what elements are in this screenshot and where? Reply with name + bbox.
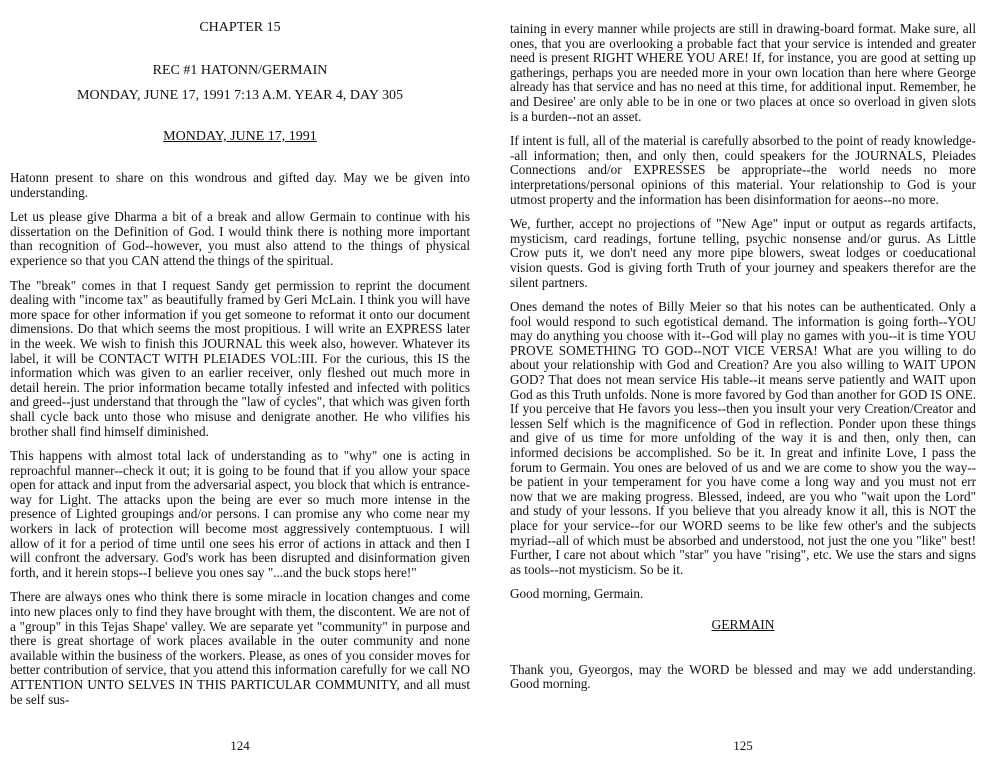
page-number-left: 124 <box>230 738 250 753</box>
paragraph: The "break" comes in that I request Sandy get permission to reprint the document dealing with "income tax" as beautifully framed by Geri McLain. I think you will have more space for other information if you get someone to reformat it onto our document dimensions. Do that which seems the most propitious. I will write an EXPRESS later in the week. We wish to finish this JOURNAL this week also, however. Whatever its label, it will be CONTACT WITH PLEIADES VOL:III. For the curious, this IS the information which was given to an earlier receiver, only fleshed out much more in detail herein. The prior information became totally infested and infected with politics and greed--just understand that through the "law of cycles", that which was given forth shall cycle back unto those who misuse and denigrate another. He who vilifies his brother shall find himself diminished. <box>10 277 470 439</box>
page-number-right: 125 <box>733 738 753 753</box>
paragraph: Hatonn present to share on this wondrous and gifted day. May we be given into understanding. <box>10 170 470 200</box>
closing-paragraph: Thank you, Gyeorgos, may the WORD be blessed and may we add understanding. Good morning. <box>510 661 976 692</box>
paragraph: This happens with almost total lack of understanding as to "why" one is acting in reproachful manner--check it out; it is going to be found that if you allow your space open for attack and input from the adversarial aspect, you block that which is entrance-way for Light. The attacks upon the being are ever so much more intense in the presence of Lighted groupings and/or persons. I can promise any who come near my workers in lack of protection will become most aggressively contemptuous. I will allow of it for a period of time until one sees his error of actions in attack and then I will confront the adversary. God's work has been disrupted and disinformation given forth, and it herein stops--I believe you ones say "...and the buck stops here!" <box>10 448 470 580</box>
section-heading: MONDAY, JUNE 17, 1991 <box>163 129 317 144</box>
signature: GERMAIN <box>711 616 775 632</box>
right-page <box>510 0 976 757</box>
paragraph: Let us please give Dharma a bit of a break and allow Germain to continue with his dissertation on the Definition of God. I would think there is nothing more important than recognition of God--however, you must also attend to the things of physical experience so that you CAN attend the things of the spiritual. <box>10 209 470 268</box>
paragraph: Good morning, Germain. <box>510 586 644 602</box>
right-body <box>510 22 976 702</box>
paragraph: taining in every manner while projects are still in drawing-board format. Make sure, all ones, that you are overlooking a probable fact that your service is intended and greater need is present RIGHT WHERE YOU ARE! If, for instance, you are good at setting up gatherings, perhaps you are needed more in your own location than here where George already has that service and has no need at this time, for additional input. Remember, he and Desiree' are only able to be in one or two places at once so overload in given slots is a burden--not an asset. <box>510 21 976 124</box>
date-line: MONDAY, JUNE 17, 1991 7:13 A.M. YEAR 4, DAY 305 <box>77 88 403 103</box>
left-page <box>10 0 470 757</box>
chapter-title: CHAPTER 15 <box>199 20 281 35</box>
paragraph: If intent is full, all of the material is carefully absorbed to the point of ready knowledge--all information; then, and only then, could speakers for the JOURNALS, Pleiades Connections and/or EXPRESSES be appropriate--the world needs no more interpretations/personal opinions of this material. Your relationship to God is your utmost property and the information has been disinformation for aeons--no more. <box>510 133 976 207</box>
left-body <box>10 171 470 717</box>
paragraph: Ones demand the notes of Billy Meier so that his notes can be authenticated. Only a fool would respond to such egotistical demand. The information is going forth--YOU may do anything you choose with it--God will play no games with you--it is time YOU PROVE SOMETHING TO GOD--NOT VICE VERSA! What are you willing to do about your relationship with God and Creation? Are you also willing to WAIT UPON GOD? That does not mean service His table--it means serve patiently and WAIT upon God as this Truth unfolds. None is more favored by God than another for GOD IS ONE. If you perceive that He favors you less--then you insult your very Creation/Creator and lessen Self which is the magnificence of God in reflection. Ponder upon these things and give of us time for more unfolding of the way it is and then, only then, can informed decisions be accomplished. So be it. In great and infinite Love, I pass the forum to Germain. You ones are beloved of us and we are come to show you the way--be patient in your temperament for you have come a long way and you must not err now that we are making progress. Blessed, indeed, are you who "wait upon the Lord" and study of your lessons. If you believe that you already know it all, this is NOT the place for your service--for our WORD seems to be like few other's and the subjects myriad--all of which must be absorbed and understood, not just the one you "like" best! Further, I care not about which "star" you have "rising", etc. We use the stars and signs as tools--not mysticism. So be it. <box>510 299 976 577</box>
paragraph: We, further, accept no projections of "New Age" input or output as regards artifacts, mysticism, card readings, fortune telling, psychic nonsense and/or gurus. As Little Crow puts it, we don't need any more pipe blowers, sweat lodges or coeducational vision quests. God is giving forth Truth of your journey and speakers therefor are the silent partners. <box>510 216 976 290</box>
record-line: REC #1 HATONN/GERMAIN <box>152 63 328 78</box>
paragraph: There are always ones who think there is some miracle in location changes and come into new places only to find they have brought with them, the discontent. We are not of a "group" in this Tejas Shape' valley. We are separate yet "community" in purpose and there is great shortage of work places available in the outer community and none available within the business of the workers. Please, as ones of you consider moves for better contribution of service, that you attend this information carefully for we call NO ATTENTION UNTO SELVES IN THIS PARTICULAR COMMUNITY, and all must be self sus- <box>10 589 470 707</box>
